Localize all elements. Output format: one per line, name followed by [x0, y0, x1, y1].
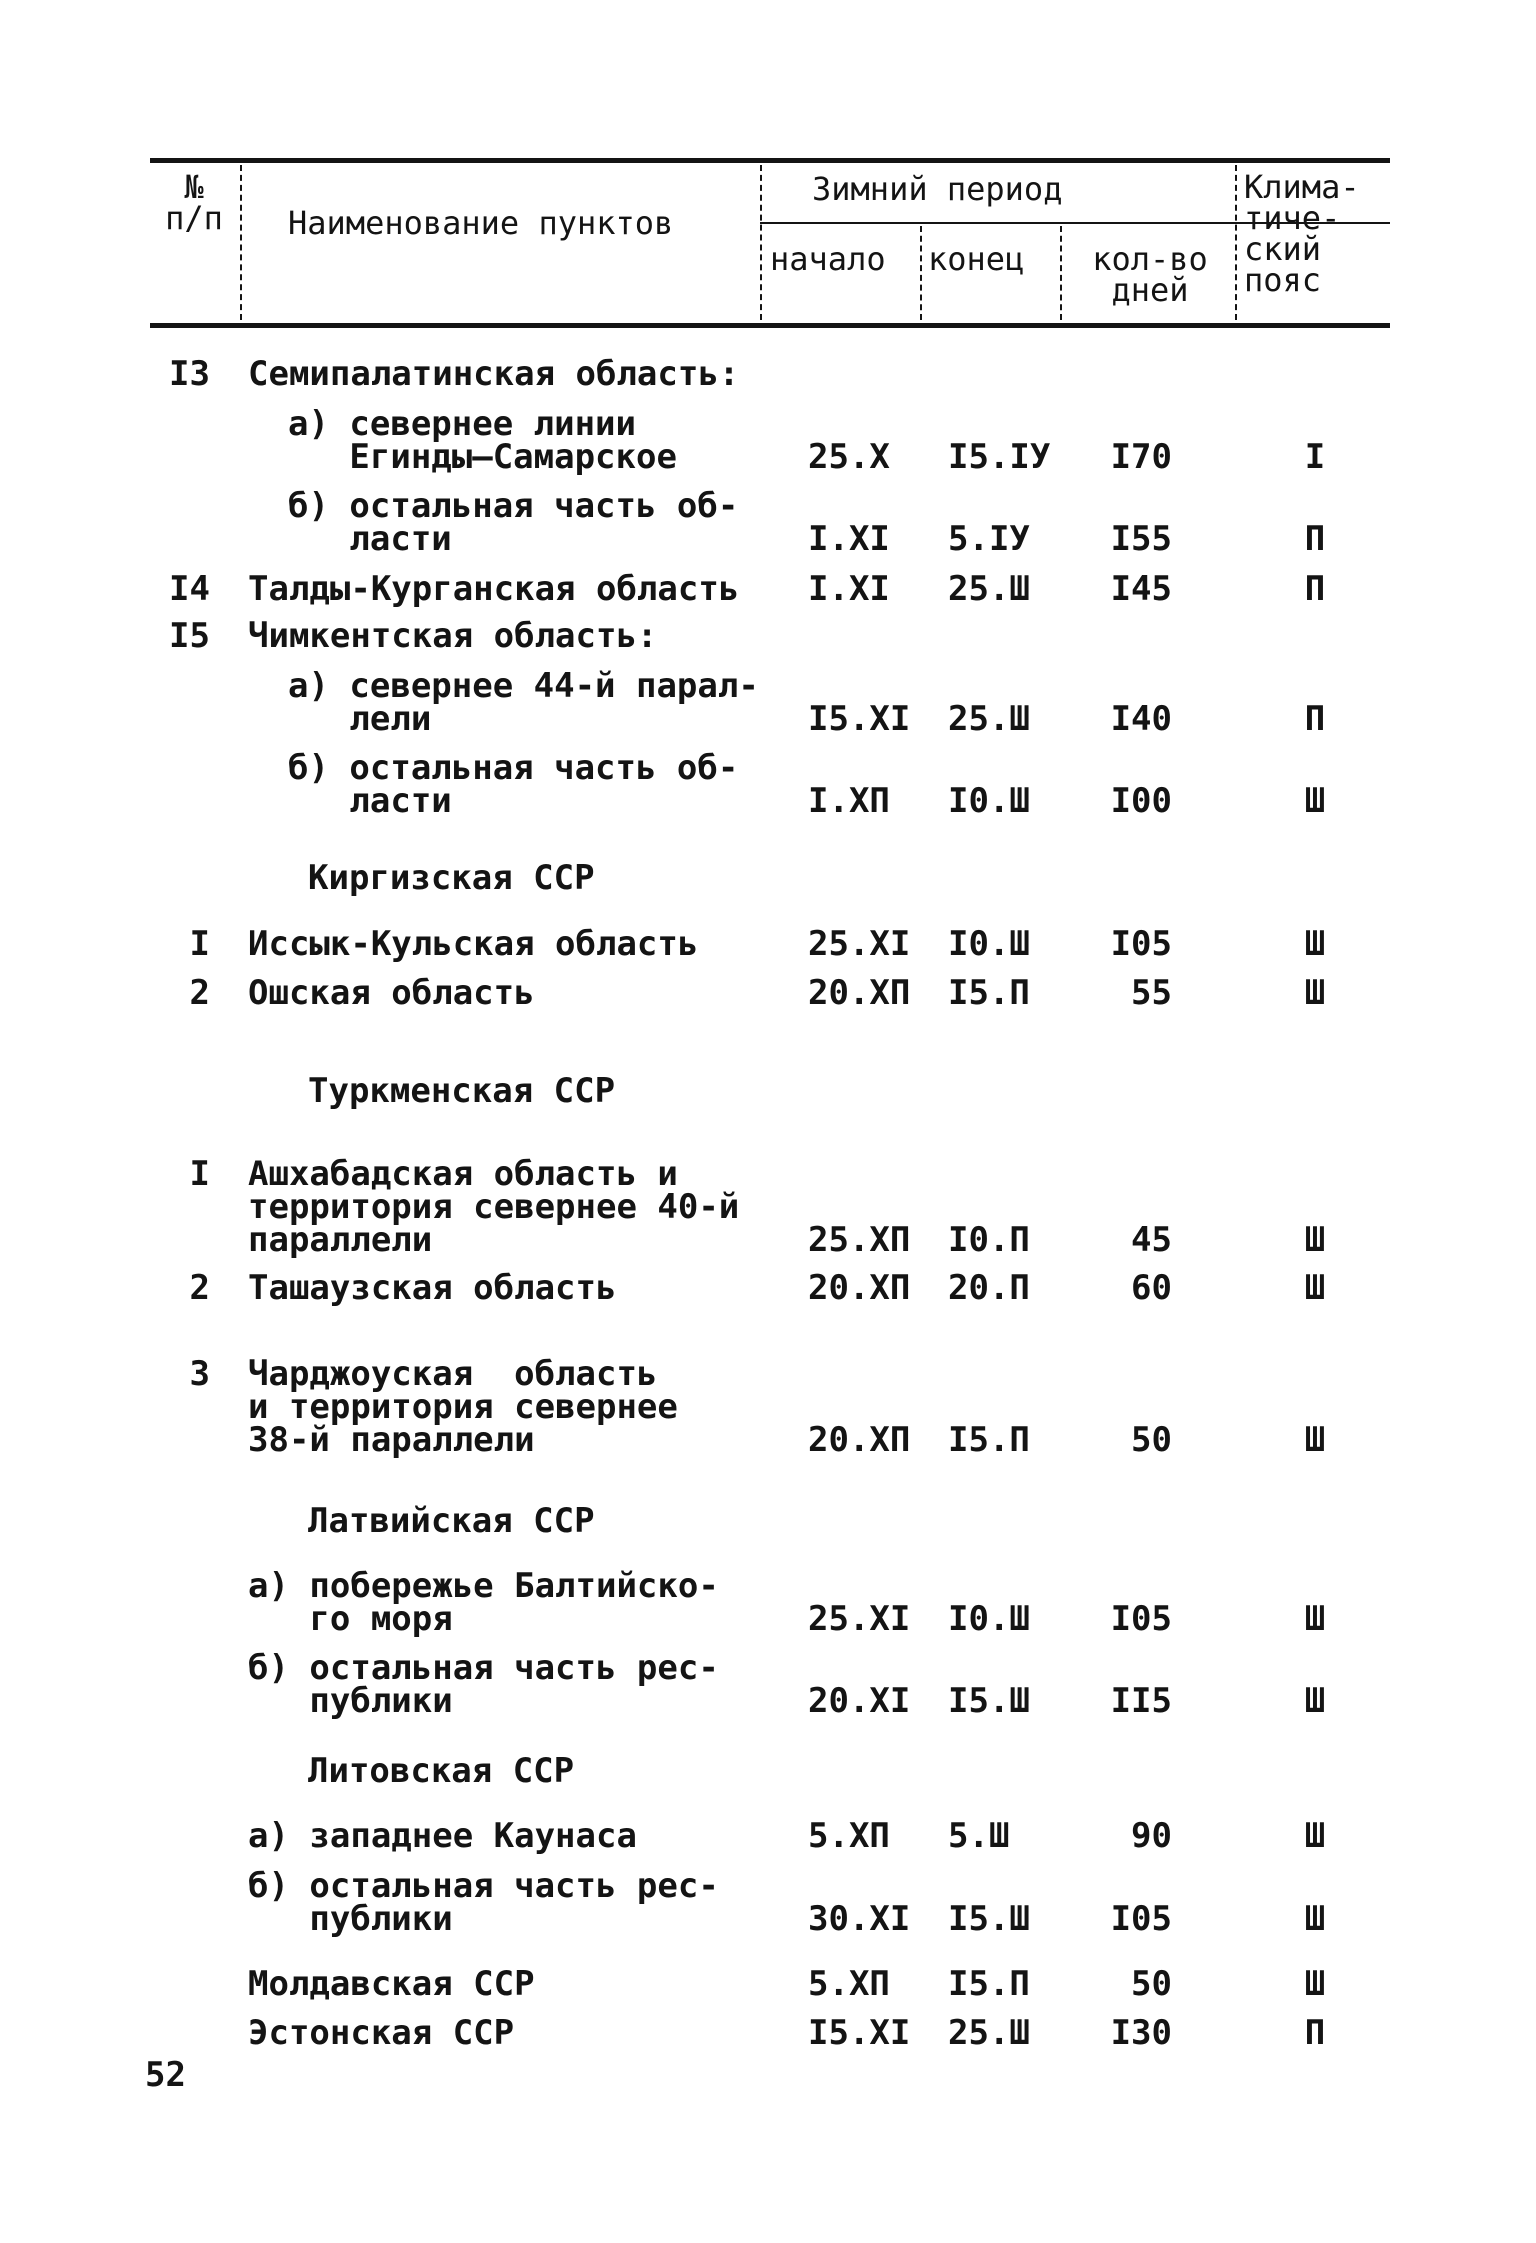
- row-end: 20.П: [948, 1268, 1030, 1308]
- row-days: I05: [1110, 1899, 1172, 1939]
- row-name: Ашхабадская область и территория севернее 40-й параллели: [248, 1154, 740, 1260]
- header-divider-1: [240, 165, 242, 320]
- row-zone: Ш: [1304, 1420, 1326, 1460]
- row-zone: I: [1304, 437, 1326, 477]
- row-end: 5.IУ: [948, 519, 1030, 559]
- row-end: 5.Ш: [948, 1816, 1010, 1856]
- row-start: 25.XП: [808, 1220, 911, 1260]
- row-start: I.XI: [808, 569, 890, 609]
- row-zone: Ш: [1304, 1220, 1326, 1260]
- row-end: I5.П: [948, 1964, 1030, 2004]
- row-zone: П: [1304, 2013, 1326, 2053]
- row-days: 50: [1131, 1420, 1172, 1460]
- row-name: Талды-Курганская область: [248, 569, 740, 609]
- table-top-rule: [150, 158, 1390, 163]
- row-zone: П: [1304, 519, 1326, 559]
- header-divider-4: [1060, 226, 1062, 320]
- row-zone: Ш: [1304, 1899, 1326, 1939]
- section-heading: Латвийская ССР: [308, 1501, 595, 1541]
- row-start: I.XI: [808, 519, 890, 559]
- row-days: I00: [1110, 781, 1172, 821]
- table-header-bottom-rule: [150, 323, 1390, 328]
- row-name: Семипалатинская область:: [248, 354, 740, 394]
- row-end: I5.П: [948, 973, 1030, 1013]
- row-start: 25.X: [808, 437, 890, 477]
- row-end: I0.Ш: [948, 781, 1030, 821]
- row-number: I5: [169, 616, 210, 656]
- row-zone: Ш: [1304, 973, 1326, 1013]
- row-number: I: [189, 1154, 210, 1194]
- header-name: Наименование пунктов: [288, 204, 674, 242]
- row-start: I5.XI: [808, 699, 911, 739]
- header-divider-3: [920, 226, 922, 320]
- header-end: конец: [928, 240, 1025, 278]
- row-zone: Ш: [1304, 1268, 1326, 1308]
- header-divider-5: [1235, 165, 1237, 320]
- row-number: I3: [169, 354, 210, 394]
- row-start: 25.XI: [808, 1599, 911, 1639]
- section-heading: Киргизская ССР: [308, 858, 595, 898]
- header-number: № п/п: [165, 168, 223, 237]
- row-days: 90: [1131, 1816, 1172, 1856]
- row-start: 30.XI: [808, 1899, 911, 1939]
- row-name: Иссык-Кульская область: [248, 924, 699, 964]
- row-days: 60: [1131, 1268, 1172, 1308]
- header-climate-zone: Клима- тиче- ский пояс: [1244, 168, 1360, 299]
- row-name: Ошская область: [248, 973, 535, 1013]
- row-end: 25.Ш: [948, 699, 1030, 739]
- winter-period-underline: [760, 222, 1235, 224]
- row-days: I05: [1110, 924, 1172, 964]
- row-end: I5.IУ: [948, 437, 1051, 477]
- row-zone: Ш: [1304, 1816, 1326, 1856]
- row-number: I: [189, 924, 210, 964]
- row-days: I30: [1110, 2013, 1172, 2053]
- row-zone: Ш: [1304, 1964, 1326, 2004]
- row-start: I.XП: [808, 781, 890, 821]
- row-name: Ташаузская область: [248, 1268, 617, 1308]
- row-name: Молдавская ССР: [248, 1964, 535, 2004]
- row-start: 5.XП: [808, 1964, 890, 2004]
- row-name: Чарджоуская область и территория севернее 38-й параллели: [248, 1354, 678, 1460]
- row-end: I0.Ш: [948, 924, 1030, 964]
- row-start: 20.XI: [808, 1681, 911, 1721]
- row-zone: Ш: [1304, 1599, 1326, 1639]
- section-heading: Туркменская ССР: [308, 1071, 616, 1111]
- row-start: 5.XП: [808, 1816, 890, 1856]
- row-name: Эстонская ССР: [248, 2013, 515, 2053]
- row-number: 2: [189, 973, 210, 1013]
- row-days: 45: [1131, 1220, 1172, 1260]
- row-number: 3: [189, 1354, 210, 1394]
- page-number: 52: [145, 2055, 186, 2095]
- row-name: а) западнее Каунаса: [248, 1816, 637, 1856]
- row-start: 25.XI: [808, 924, 911, 964]
- header-divider-2: [760, 165, 762, 320]
- row-end: I0.П: [948, 1220, 1030, 1260]
- section-heading: Литовская ССР: [308, 1751, 575, 1791]
- row-name: а) севернее 44-й парал- лели: [288, 666, 759, 739]
- row-days: I05: [1110, 1599, 1172, 1639]
- row-number: I4: [169, 569, 210, 609]
- header-start: начало: [770, 240, 886, 278]
- row-name: а) севернее линии Егинды–Самарское: [288, 404, 677, 477]
- header-days: кол-во дней: [1092, 240, 1208, 309]
- row-name: Чимкентская область:: [248, 616, 658, 656]
- row-zone: П: [1304, 569, 1326, 609]
- row-zone: Ш: [1304, 1681, 1326, 1721]
- row-name: б) остальная часть рес- публики: [248, 1648, 719, 1721]
- row-end: 25.Ш: [948, 569, 1030, 609]
- row-zone: Ш: [1304, 781, 1326, 821]
- row-zone: Ш: [1304, 924, 1326, 964]
- row-name: б) остальная часть рес- публики: [248, 1866, 719, 1939]
- row-end: 25.Ш: [948, 2013, 1030, 2053]
- row-name: б) остальная часть об- ласти: [288, 486, 739, 559]
- row-start: I5.XI: [808, 2013, 911, 2053]
- row-end: I5.Ш: [948, 1681, 1030, 1721]
- row-days: I55: [1110, 519, 1172, 559]
- row-start: 20.XП: [808, 973, 911, 1013]
- row-zone: П: [1304, 699, 1326, 739]
- row-days: I40: [1110, 699, 1172, 739]
- row-end: I0.Ш: [948, 1599, 1030, 1639]
- row-start: 20.XП: [808, 1268, 911, 1308]
- row-name: а) побережье Балтийско- го моря: [248, 1566, 719, 1639]
- row-start: 20.XП: [808, 1420, 911, 1460]
- row-days: 55: [1131, 973, 1172, 1013]
- row-days: 50: [1131, 1964, 1172, 2004]
- row-end: I5.П: [948, 1420, 1030, 1460]
- row-name: б) остальная часть об- ласти: [288, 748, 739, 821]
- row-number: 2: [189, 1268, 210, 1308]
- row-end: I5.Ш: [948, 1899, 1030, 1939]
- header-winter-period: Зимний период: [812, 170, 1063, 208]
- row-days: II5: [1110, 1681, 1172, 1721]
- row-days: I70: [1110, 437, 1172, 477]
- row-days: I45: [1110, 569, 1172, 609]
